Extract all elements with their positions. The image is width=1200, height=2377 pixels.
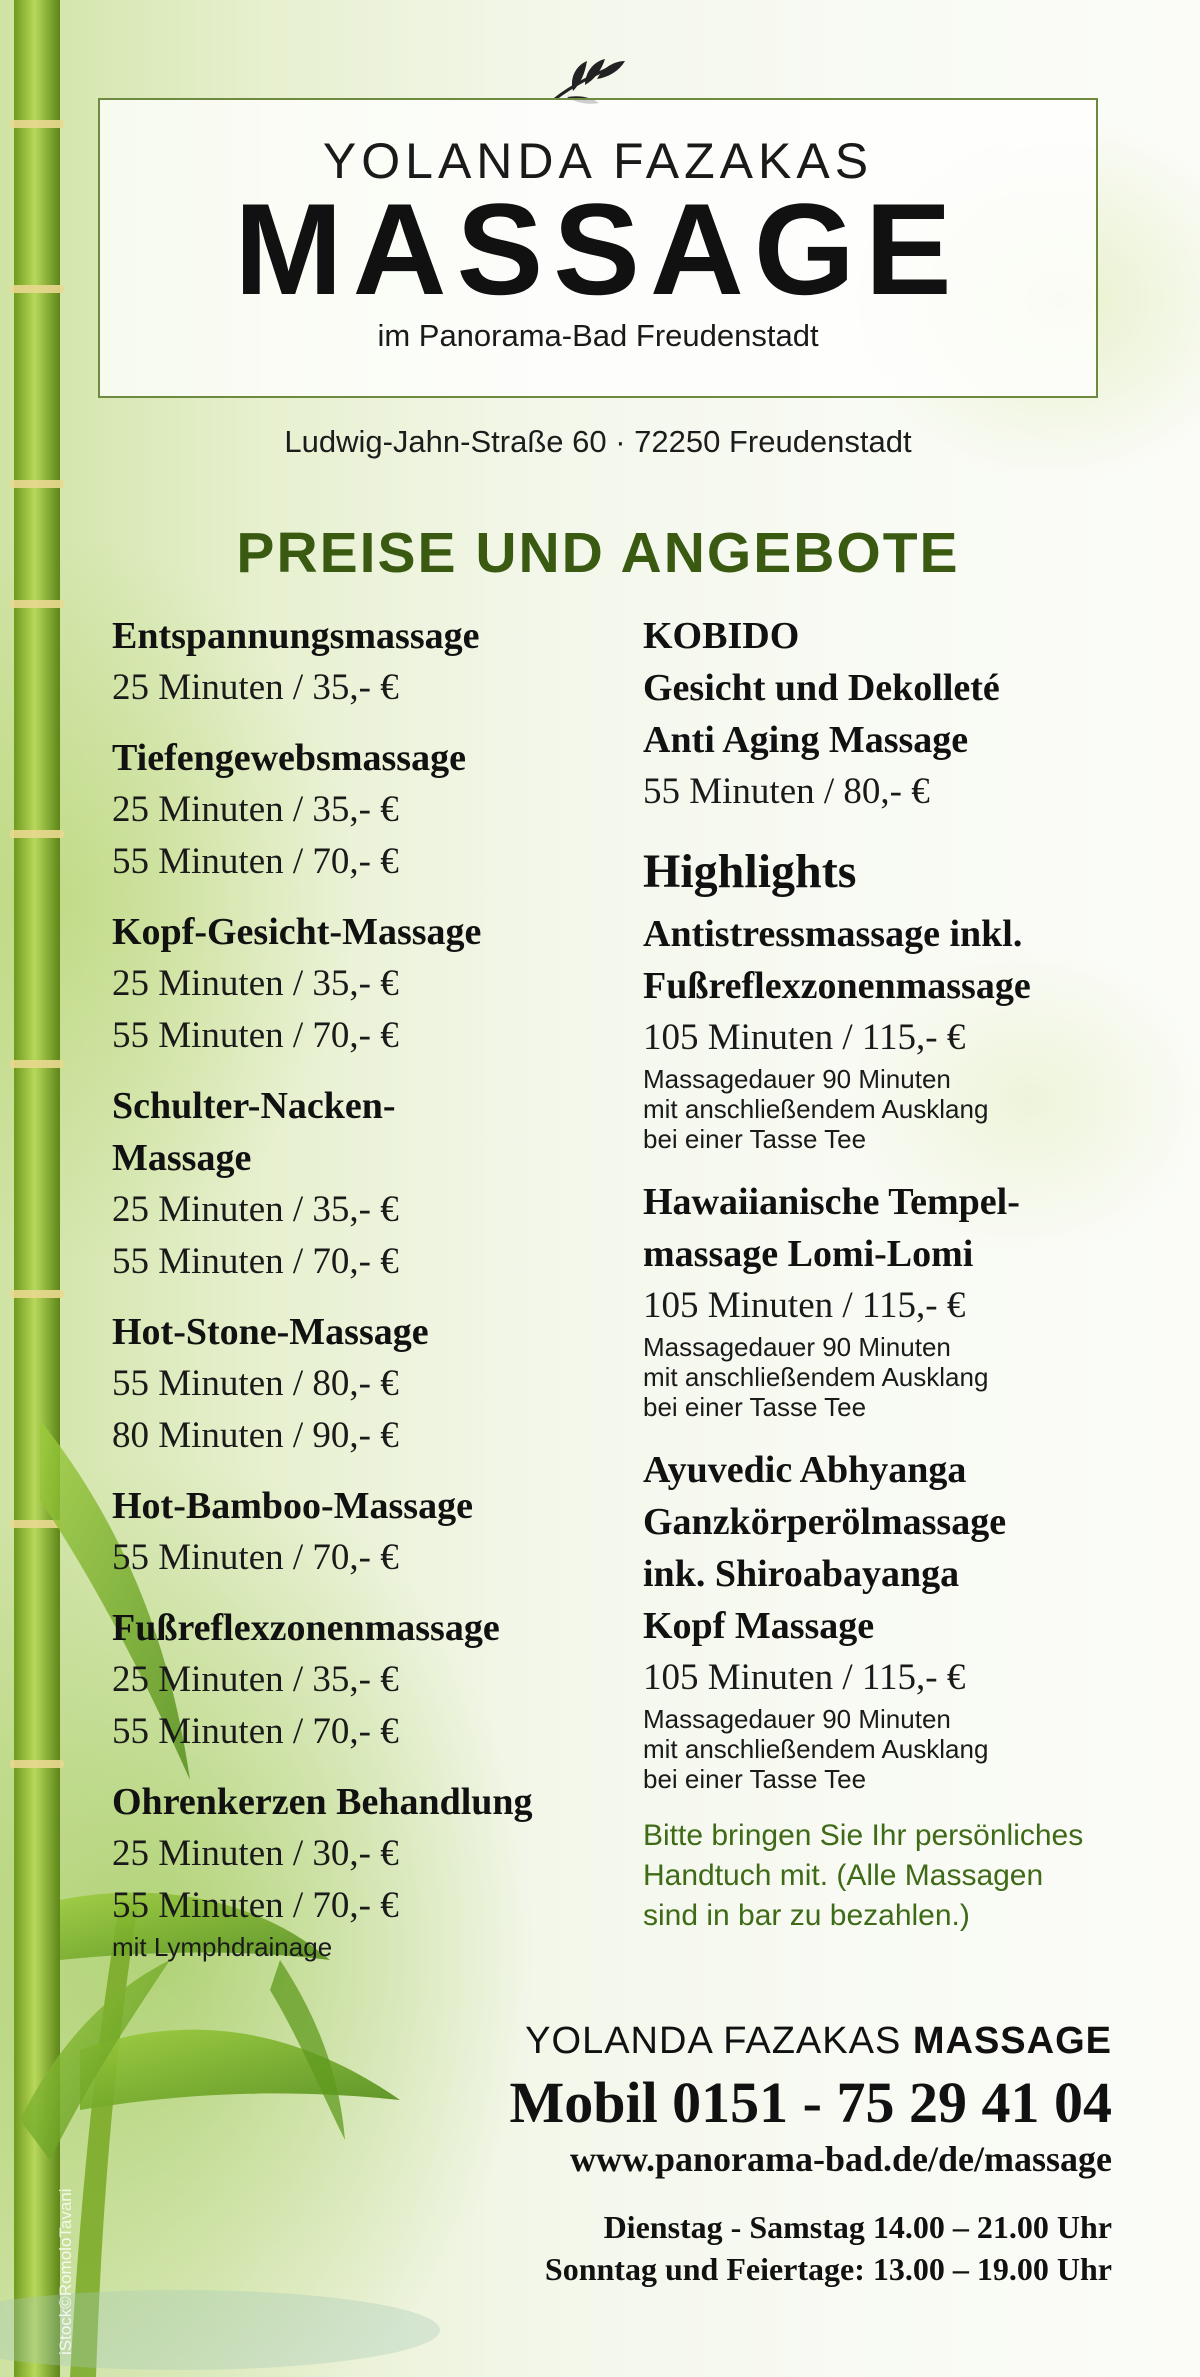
price-item (112, 1776, 632, 1962)
highlight-item (643, 908, 1173, 1154)
highlight-item (643, 1176, 1173, 1422)
title-frame (98, 98, 1098, 398)
item-name: Kopf-Gesicht-Massage (112, 911, 482, 953)
item-name: Hot-Stone-Massage (112, 1311, 429, 1353)
item-price: 55 Minuten / 70,- € (112, 1711, 399, 1752)
item-price: 25 Minuten / 35,- € (112, 1659, 399, 1700)
phone-number[interactable]: Mobil 0151 - 75 29 41 04 (509, 2070, 1112, 2135)
item-price: 55 Minuten / 70,- € (112, 841, 399, 882)
header-name: YOLANDA FAZAKAS (322, 133, 874, 189)
photo-credit: iStock©RomoloTavani (56, 2188, 75, 2355)
contact-footer (352, 2020, 1112, 2290)
payment-notice: Bitte bringen Sie Ihr persönliches Handtuch mit. (Alle Massagen sind in bar zu bezahlen.) (643, 1819, 1084, 1932)
item-name: Ohrenkerzen Behandlung (112, 1781, 533, 1823)
item-name: Ayuvedic Abhyanga Ganzkörperölmassage ink. Shiroabayanga Kopf Massage (643, 1449, 1007, 1647)
kobido-item (643, 610, 1173, 818)
item-price: 55 Minuten / 70,- € (112, 1885, 399, 1926)
highlight-item (643, 1444, 1173, 1794)
item-name: Entspannungsmassage (112, 615, 480, 657)
item-price: 80 Minuten / 90,- € (112, 1415, 399, 1456)
item-price: 105 Minuten / 115,- € (643, 1657, 966, 1698)
header-title: MASSAGE (234, 176, 962, 322)
price-item (112, 1602, 632, 1758)
price-list-left (112, 610, 632, 1980)
item-name: Tiefengewebsmassage (112, 737, 466, 779)
price-item (112, 906, 632, 1062)
item-note: Massagedauer 90 Minuten mit anschließendem Ausklang bei einer Tasse Tee (643, 1332, 989, 1422)
item-note: Massagedauer 90 Minuten mit anschließendem Ausklang bei einer Tasse Tee (643, 1704, 989, 1794)
item-price: 55 Minuten / 80,- € (643, 771, 930, 812)
item-name: Hawaiianische Tempel- massage Lomi-Lomi (643, 1181, 1020, 1275)
footer-brand (352, 2020, 1112, 2063)
opening-hours (352, 2206, 1112, 2290)
item-price: 105 Minuten / 115,- € (643, 1285, 966, 1326)
item-price: 25 Minuten / 35,- € (112, 963, 399, 1004)
hours-sunday: Sonntag und Feiertage: 13.00 – 19.00 Uhr (544, 2251, 1112, 2287)
item-name: Antistressmassage inkl. Fußreflexzonenmassage (643, 913, 1031, 1007)
item-price: 55 Minuten / 70,- € (112, 1241, 399, 1282)
item-price: 105 Minuten / 115,- € (643, 1017, 966, 1058)
footer-brand-word: MASSAGE (912, 2020, 1112, 2062)
item-price: 25 Minuten / 30,- € (112, 1833, 399, 1874)
price-list-right (643, 610, 1173, 1936)
item-price: 25 Minuten / 35,- € (112, 1189, 399, 1230)
item-name: KOBIDO Gesicht und Dekolleté Anti Aging Massage (643, 615, 1000, 761)
price-item (112, 1306, 632, 1462)
price-item (112, 610, 632, 714)
item-price: 55 Minuten / 80,- € (112, 1363, 399, 1404)
item-name: Hot-Bamboo-Massage (112, 1485, 473, 1527)
website-link[interactable]: www.panorama-bad.de/de/massage (569, 2139, 1112, 2179)
address: Ludwig-Jahn-Straße 60 · 72250 Freudenstadt (284, 424, 912, 459)
item-price: 55 Minuten / 70,- € (112, 1015, 399, 1056)
header-subtitle: im Panorama-Bad Freudenstadt (377, 318, 819, 353)
item-name: Fußreflexzonenmassage (112, 1607, 500, 1649)
item-price: 25 Minuten / 35,- € (112, 789, 399, 830)
item-note: Massagedauer 90 Minuten mit anschließendem Ausklang bei einer Tasse Tee (643, 1064, 989, 1154)
item-name: Schulter-Nacken- Massage (112, 1085, 396, 1179)
section-title: PREISE UND ANGEBOTE (236, 521, 960, 585)
item-price: 55 Minuten / 70,- € (112, 1537, 399, 1578)
price-item (112, 1080, 632, 1288)
hours-weekday: Dienstag - Samstag 14.00 – 21.00 Uhr (603, 2209, 1112, 2245)
price-item (112, 1480, 632, 1584)
footer-brand-name: YOLANDA FAZAKAS (525, 2020, 913, 2062)
item-price: 25 Minuten / 35,- € (112, 667, 399, 708)
highlights-heading: Highlights (643, 845, 857, 898)
item-note: mit Lymphdrainage (112, 1932, 333, 1962)
price-item (112, 732, 632, 888)
